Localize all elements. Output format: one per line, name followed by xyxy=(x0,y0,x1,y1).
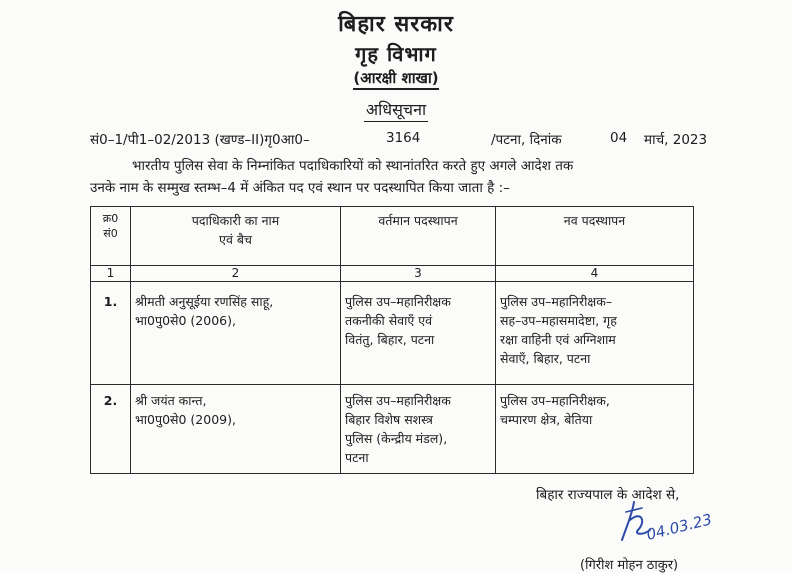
notification-label: अधिसूचना xyxy=(364,100,428,122)
current-posting-line: पुलिस उप–महानिरीक्षक xyxy=(345,393,451,408)
header-new-posting: नव पदस्थापन xyxy=(496,207,694,266)
column-number: 4 xyxy=(496,266,694,282)
officer-cell xyxy=(131,282,341,385)
header-officer-line-1: पदाधिकारी का नाम xyxy=(191,213,280,228)
posting-table xyxy=(90,206,694,474)
column-number: 3 xyxy=(341,266,496,282)
header-current-posting: वर्तमान पदस्थापन xyxy=(341,207,496,266)
row-serial: 1. xyxy=(91,282,131,385)
header-serial xyxy=(91,207,131,266)
reference-number: सं0–1/पी1–02/2013 (खण्ड–II)गृ0आ0– xyxy=(90,132,310,148)
branch-heading xyxy=(0,68,792,88)
header-officer-line-2: एवं बैच xyxy=(219,232,252,247)
new-posting-cell xyxy=(496,385,694,474)
table-header-row xyxy=(91,207,694,266)
current-posting-line: वितंतु, बिहार, पटना xyxy=(345,332,435,347)
current-posting-line: बिहार विशेष सशस्त्र xyxy=(345,412,433,427)
letter-number: 3164 xyxy=(386,130,421,146)
new-posting-line: चम्पारण क्षेत्र, बेतिया xyxy=(500,412,593,427)
governor-order-text: बिहार राज्यपाल के आदेश से, xyxy=(536,487,680,503)
government-heading: बिहार सरकार xyxy=(338,12,454,37)
place-date-label: /पटना, दिनांक xyxy=(491,132,562,148)
current-posting-cell xyxy=(341,282,496,385)
new-posting-cell xyxy=(496,282,694,385)
officer-batch: भा0पु0से0 (2009), xyxy=(135,412,236,427)
new-posting-line: पुलिस उप–महानिरीक्षक– xyxy=(500,294,613,309)
new-posting-line: सेवाएँ, बिहार, पटना xyxy=(500,351,591,366)
handwritten-date: 04.03.23 xyxy=(644,510,714,544)
officer-name: श्री जयंत कान्त, xyxy=(135,393,207,408)
column-number: 2 xyxy=(131,266,341,282)
date-day: 04 xyxy=(610,130,628,146)
signatory-name: (गिरीश मोहन ठाकुर) xyxy=(580,558,679,573)
new-posting-line: सह–उप–महासमादेष्टा, गृह xyxy=(500,313,617,328)
handwritten-signature xyxy=(612,490,742,550)
column-number-row xyxy=(91,266,694,282)
date-month-year: मार्च, 2023 xyxy=(644,132,708,148)
current-posting-cell xyxy=(341,385,496,474)
notification-title xyxy=(0,98,792,120)
officer-batch: भा0पु0से0 (2006), xyxy=(135,313,236,328)
new-posting-line: पुलिस उप–महानिरीक्षक, xyxy=(500,393,610,408)
row-serial: 2. xyxy=(91,385,131,474)
current-posting-line: पुलिस (केन्द्रीय मंडल), xyxy=(345,431,448,446)
officer-cell xyxy=(131,385,341,474)
current-posting-line: तकनीकी सेवाएँ एवं xyxy=(345,313,433,328)
department-heading: गृह विभाग xyxy=(355,42,437,66)
intro-line-1: भारतीय पुलिस सेवा के निम्नांकित पदाधिकारियों को स्थानांतरित करते हुए अगले आदेश तक xyxy=(132,158,574,174)
header-officer xyxy=(131,207,341,266)
current-posting-line: पटना xyxy=(345,450,369,465)
table-row xyxy=(91,385,694,474)
intro-line-2: उनके नाम के सम्मुख स्तम्भ–4 में अंकित पद एवं स्थान पर पदस्थापित किया जाता है :– xyxy=(90,180,510,196)
header-serial-line-2: सं0 xyxy=(103,227,118,240)
table-row xyxy=(91,282,694,385)
current-posting-line: पुलिस उप–महानिरीक्षक xyxy=(345,294,451,309)
column-number: 1 xyxy=(91,266,131,282)
officer-name: श्रीमती अनुसूईया रणसिंह साहू, xyxy=(135,294,274,309)
header-serial-line-1: क्र0 xyxy=(102,212,119,225)
new-posting-line: रक्षा वाहिनी एवं अग्निशाम xyxy=(500,332,616,347)
branch-label: (आरक्षी शाखा) xyxy=(353,69,438,90)
